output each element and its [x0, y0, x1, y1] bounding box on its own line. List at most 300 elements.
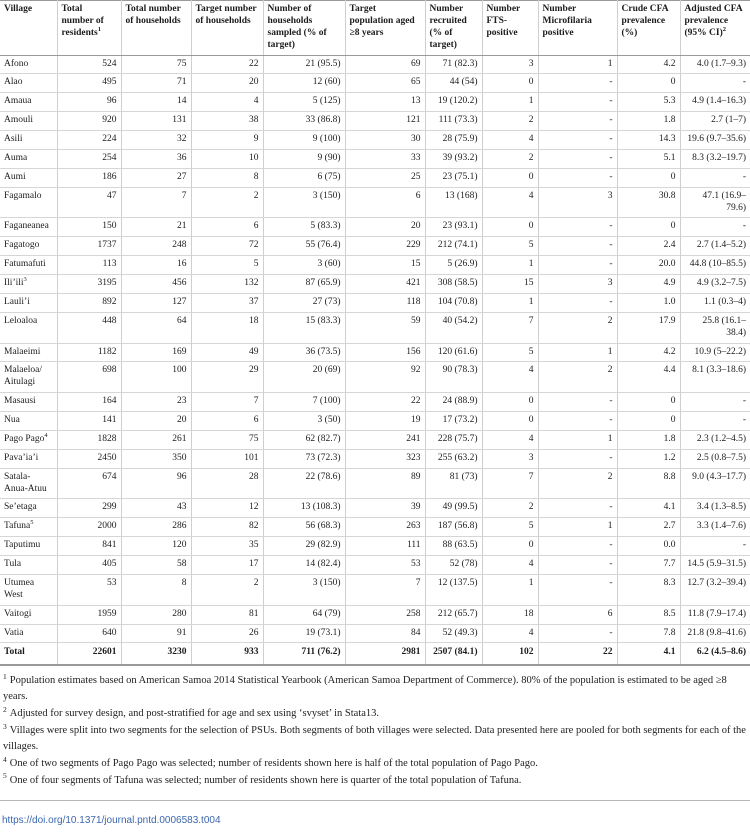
doi-link[interactable]: https://doi.org/10.1371/journal.pntd.0006583.t004	[2, 814, 221, 826]
village-cell: Ili’ili$^3$	[0, 275, 57, 294]
village-cell: Nua	[0, 412, 57, 431]
fts-cell: 2	[482, 112, 538, 131]
sampled-cell: 64 (79)	[263, 605, 345, 624]
households-cell: 64	[121, 312, 191, 343]
adjusted-cell: 3.3 (1.4–7.6)	[680, 518, 750, 537]
target_households-cell: 28	[191, 468, 263, 499]
households-cell: 8	[121, 574, 191, 605]
fts-cell: 1	[482, 93, 538, 112]
village-cell: Amouli	[0, 112, 57, 131]
target_pop-cell: 25	[345, 168, 425, 187]
adjusted-cell: 3.4 (1.3–8.5)	[680, 499, 750, 518]
crude-cell: 0	[617, 168, 680, 187]
crude-cell: 4.2	[617, 343, 680, 362]
target_households-cell: 17	[191, 556, 263, 575]
fts-cell: 0	[482, 218, 538, 237]
sampled-cell: 21 (95.5)	[263, 55, 345, 74]
mf-cell: 1	[538, 55, 617, 74]
fts-cell: 1	[482, 574, 538, 605]
crude-cell: 2.7	[617, 518, 680, 537]
households-cell: 58	[121, 556, 191, 575]
recruited-cell: 2507 (84.1)	[425, 643, 482, 665]
village-cell: Vaitogi	[0, 605, 57, 624]
recruited-cell: 23 (75.1)	[425, 168, 482, 187]
target_pop-cell: 19	[345, 412, 425, 431]
target_households-cell: 933	[191, 643, 263, 665]
adjusted-cell: 19.6 (9.7–35.6)	[680, 131, 750, 150]
footnote-marker: 2	[3, 704, 7, 714]
table-row	[0, 168, 750, 187]
fts-cell: 2	[482, 499, 538, 518]
table-row	[0, 393, 750, 412]
target_households-cell: 29	[191, 362, 263, 393]
households-cell: 350	[121, 449, 191, 468]
residents-cell: 1182	[57, 343, 121, 362]
residents-cell: 920	[57, 112, 121, 131]
sampled-cell: 13 (108.3)	[263, 499, 345, 518]
target_households-cell: 20	[191, 74, 263, 93]
village-cell: Faganeanea	[0, 218, 57, 237]
fts-cell: 1	[482, 293, 538, 312]
households-cell: 14	[121, 93, 191, 112]
residents-cell: 150	[57, 218, 121, 237]
table-row	[0, 74, 750, 93]
crude-cell: 14.3	[617, 131, 680, 150]
footnote-3	[3, 723, 747, 755]
village-cell: Se’etaga	[0, 499, 57, 518]
residents-cell: 96	[57, 93, 121, 112]
col-header-village: Village	[0, 1, 57, 56]
village-cell: Pago Pago$^4$	[0, 430, 57, 449]
adjusted-cell: -	[680, 537, 750, 556]
village-cell: Satala-Anua-Atuu	[0, 468, 57, 499]
mf-cell: -	[538, 112, 617, 131]
table-row	[0, 556, 750, 575]
adjusted-cell: 11.8 (7.9–17.4)	[680, 605, 750, 624]
recruited-cell: 52 (49.3)	[425, 624, 482, 643]
households-cell: 127	[121, 293, 191, 312]
target_households-cell: 2	[191, 574, 263, 605]
village-cell: Tula	[0, 556, 57, 575]
target_pop-cell: 121	[345, 112, 425, 131]
residents-cell: 164	[57, 393, 121, 412]
adjusted-cell: 4.0 (1.7–9.3)	[680, 55, 750, 74]
mf-cell: 22	[538, 643, 617, 665]
footnotes	[0, 666, 750, 794]
recruited-cell: 308 (58.5)	[425, 275, 482, 294]
target_households-cell: 18	[191, 312, 263, 343]
fts-cell: 0	[482, 74, 538, 93]
households-cell: 75	[121, 55, 191, 74]
fts-cell: 2	[482, 149, 538, 168]
sampled-cell: 3 (60)	[263, 256, 345, 275]
footnote-text: One of two segments of Pago Pago was selected; number of residents shown here is half of the total population of Pago Pago.	[9, 758, 538, 770]
recruited-cell: 23 (93.1)	[425, 218, 482, 237]
mf-cell: 2	[538, 362, 617, 393]
sampled-cell: 3 (150)	[263, 574, 345, 605]
recruited-cell: 39 (93.2)	[425, 149, 482, 168]
households-cell: 43	[121, 499, 191, 518]
target_households-cell: 22	[191, 55, 263, 74]
sampled-cell: 9 (100)	[263, 131, 345, 150]
fts-cell: 15	[482, 275, 538, 294]
mf-cell: 2	[538, 312, 617, 343]
households-cell: 21	[121, 218, 191, 237]
mf-cell: -	[538, 131, 617, 150]
table-row	[0, 343, 750, 362]
target_pop-cell: 263	[345, 518, 425, 537]
fts-cell: 1	[482, 256, 538, 275]
households-cell: 131	[121, 112, 191, 131]
fts-cell: 3	[482, 449, 538, 468]
target_households-cell: 38	[191, 112, 263, 131]
crude-cell: 4.1	[617, 643, 680, 665]
fts-cell: 0	[482, 412, 538, 431]
col-header-crude-cfa: Crude CFA prevalence (%)	[617, 1, 680, 56]
recruited-cell: 88 (63.5)	[425, 537, 482, 556]
fts-cell: 4	[482, 362, 538, 393]
mf-cell: -	[538, 449, 617, 468]
adjusted-cell: -	[680, 74, 750, 93]
table-body	[0, 55, 750, 665]
residents-cell: 113	[57, 256, 121, 275]
households-cell: 16	[121, 256, 191, 275]
recruited-cell: 120 (61.6)	[425, 343, 482, 362]
sampled-cell: 9 (90)	[263, 149, 345, 168]
recruited-cell: 24 (88.9)	[425, 393, 482, 412]
residents-cell: 3195	[57, 275, 121, 294]
target_households-cell: 35	[191, 537, 263, 556]
village-footnote-marker: 4	[44, 431, 48, 439]
target_households-cell: 82	[191, 518, 263, 537]
adjusted-cell: 10.9 (5–22.2)	[680, 343, 750, 362]
footnote-text: Adjusted for survey design, and post-stratified for age and sex using ‘svyset’ in Stata13.	[9, 708, 380, 720]
residents-cell: 524	[57, 55, 121, 74]
village-footnote-marker: 3	[23, 275, 27, 283]
recruited-cell: 104 (70.8)	[425, 293, 482, 312]
village-cell: Vatia	[0, 624, 57, 643]
village-cell: Fagamalo	[0, 187, 57, 218]
sampled-cell: 36 (73.5)	[263, 343, 345, 362]
sampled-cell: 5 (125)	[263, 93, 345, 112]
table-row	[0, 574, 750, 605]
footnote-marker: 5	[3, 771, 7, 781]
fts-cell: 18	[482, 605, 538, 624]
households-cell: 169	[121, 343, 191, 362]
crude-cell: 1.2	[617, 449, 680, 468]
target_households-cell: 6	[191, 218, 263, 237]
target_households-cell: 132	[191, 275, 263, 294]
residents-cell: 698	[57, 362, 121, 393]
households-cell: 20	[121, 412, 191, 431]
target_pop-cell: 59	[345, 312, 425, 343]
table-row	[0, 149, 750, 168]
target_pop-cell: 69	[345, 55, 425, 74]
adjusted-cell: 14.5 (5.9–31.5)	[680, 556, 750, 575]
recruited-cell: 187 (56.8)	[425, 518, 482, 537]
households-cell: 27	[121, 168, 191, 187]
col-header-households-sampled: Number of households sampled (% of target)	[263, 1, 345, 56]
adjusted-cell: 8.1 (3.3–18.6)	[680, 362, 750, 393]
mf-cell: -	[538, 293, 617, 312]
sampled-cell: 73 (72.3)	[263, 449, 345, 468]
sampled-cell: 15 (83.3)	[263, 312, 345, 343]
recruited-cell: 81 (73)	[425, 468, 482, 499]
residents-cell: 841	[57, 537, 121, 556]
target_households-cell: 10	[191, 149, 263, 168]
village-cell: Aumi	[0, 168, 57, 187]
doi-row	[0, 801, 750, 838]
table-row	[0, 312, 750, 343]
adjusted-cell: 12.7 (3.2–39.4)	[680, 574, 750, 605]
table-row	[0, 187, 750, 218]
footnote-text: Population estimates based on American Samoa 2014 Statistical Yearbook (American Samoa Department of Commerce). 80% of the population is estimated to be aged ≥8 years.	[3, 675, 727, 703]
mf-cell: -	[538, 256, 617, 275]
table-row	[0, 275, 750, 294]
recruited-cell: 111 (73.3)	[425, 112, 482, 131]
col-header-adjusted-cfa: Adjusted CFA prevalence (95% CI)$^2$	[680, 1, 750, 56]
village-footnote-marker: 5	[30, 519, 34, 527]
residents-cell: 224	[57, 131, 121, 150]
mf-cell: -	[538, 499, 617, 518]
crude-cell: 4.1	[617, 499, 680, 518]
adjusted-cell: -	[680, 412, 750, 431]
mf-cell: -	[538, 556, 617, 575]
fts-cell: 5	[482, 343, 538, 362]
adjusted-cell: 4.9 (3.2–7.5)	[680, 275, 750, 294]
total-row	[0, 643, 750, 665]
crude-cell: 0.0	[617, 537, 680, 556]
target_households-cell: 12	[191, 499, 263, 518]
residents-cell: 299	[57, 499, 121, 518]
crude-cell: 17.9	[617, 312, 680, 343]
col-header-target-population: Target population aged ≥8 years	[345, 1, 425, 56]
sampled-cell: 14 (82.4)	[263, 556, 345, 575]
recruited-cell: 12 (137.5)	[425, 574, 482, 605]
sampled-cell: 87 (65.9)	[263, 275, 345, 294]
residents-cell: 53	[57, 574, 121, 605]
adjusted-cell: 8.3 (3.2–19.7)	[680, 149, 750, 168]
target_pop-cell: 15	[345, 256, 425, 275]
adjusted-cell: 2.5 (0.8–7.5)	[680, 449, 750, 468]
col-header-target-households: Target number of households	[191, 1, 263, 56]
table-row	[0, 537, 750, 556]
mf-cell: -	[538, 149, 617, 168]
residents-cell: 141	[57, 412, 121, 431]
recruited-cell: 90 (78.3)	[425, 362, 482, 393]
target_pop-cell: 20	[345, 218, 425, 237]
adjusted-cell: 4.9 (1.4–16.3)	[680, 93, 750, 112]
mf-cell: -	[538, 237, 617, 256]
residents-cell: 254	[57, 149, 121, 168]
sampled-cell: 33 (86.8)	[263, 112, 345, 131]
table-row	[0, 499, 750, 518]
footnote-text: One of four segments of Tafuna was selected; number of residents shown here is quarter of the total population of Tafuna.	[9, 774, 522, 786]
mf-cell: -	[538, 393, 617, 412]
fts-cell: 102	[482, 643, 538, 665]
target_households-cell: 75	[191, 430, 263, 449]
village-cell: Malaeimi	[0, 343, 57, 362]
sampled-cell: 5 (83.3)	[263, 218, 345, 237]
households-cell: 3230	[121, 643, 191, 665]
mf-cell: -	[538, 74, 617, 93]
target_households-cell: 7	[191, 393, 263, 412]
residents-cell: 674	[57, 468, 121, 499]
col-header-households: Total number of households	[121, 1, 191, 56]
village-cell: Lauli’i	[0, 293, 57, 312]
village-cell: Amaua	[0, 93, 57, 112]
table-row	[0, 518, 750, 537]
target_pop-cell: 33	[345, 149, 425, 168]
fts-cell: 0	[482, 537, 538, 556]
crude-cell: 8.8	[617, 468, 680, 499]
village-cell: Auma	[0, 149, 57, 168]
crude-cell: 5.1	[617, 149, 680, 168]
fts-cell: 3	[482, 55, 538, 74]
mf-cell: 3	[538, 275, 617, 294]
target_pop-cell: 53	[345, 556, 425, 575]
village-cell: Malaeloa/ Aitulagi	[0, 362, 57, 393]
recruited-cell: 44 (54)	[425, 74, 482, 93]
recruited-cell: 49 (99.5)	[425, 499, 482, 518]
households-cell: 120	[121, 537, 191, 556]
residents-cell: 186	[57, 168, 121, 187]
col-header-microfilaria-positive: Number Microfilaria positive	[538, 1, 617, 56]
crude-cell: 8.3	[617, 574, 680, 605]
recruited-cell: 212 (74.1)	[425, 237, 482, 256]
table-row	[0, 55, 750, 74]
target_households-cell: 37	[191, 293, 263, 312]
target_households-cell: 49	[191, 343, 263, 362]
target_pop-cell: 2981	[345, 643, 425, 665]
target_households-cell: 72	[191, 237, 263, 256]
recruited-cell: 40 (54.2)	[425, 312, 482, 343]
residents-cell: 892	[57, 293, 121, 312]
mf-cell: -	[538, 218, 617, 237]
footnote-4	[3, 756, 747, 772]
sampled-cell: 7 (100)	[263, 393, 345, 412]
footnote-text: Villages were split into two segments for the selection of PSUs. Both segments of both villages were selected. Data presented here are pooled for both segments for each of the villages.	[3, 725, 746, 753]
crude-cell: 1.0	[617, 293, 680, 312]
households-cell: 32	[121, 131, 191, 150]
crude-cell: 7.8	[617, 624, 680, 643]
crude-cell: 4.9	[617, 275, 680, 294]
target_households-cell: 6	[191, 412, 263, 431]
households-cell: 261	[121, 430, 191, 449]
adjusted-cell: 47.1 (16.9–79.6)	[680, 187, 750, 218]
adjusted-cell: 2.7 (1.4–5.2)	[680, 237, 750, 256]
fts-cell: 0	[482, 393, 538, 412]
target_households-cell: 101	[191, 449, 263, 468]
target_pop-cell: 84	[345, 624, 425, 643]
sampled-cell: 6 (75)	[263, 168, 345, 187]
sampled-cell: 711 (76.2)	[263, 643, 345, 665]
fts-cell: 4	[482, 556, 538, 575]
adjusted-cell: 2.3 (1.2–4.5)	[680, 430, 750, 449]
adjusted-cell: -	[680, 168, 750, 187]
target_pop-cell: 30	[345, 131, 425, 150]
recruited-cell: 17 (73.2)	[425, 412, 482, 431]
crude-cell: 1.8	[617, 430, 680, 449]
table-row	[0, 237, 750, 256]
sampled-cell: 12 (60)	[263, 74, 345, 93]
target_pop-cell: 7	[345, 574, 425, 605]
crude-cell: 7.7	[617, 556, 680, 575]
adjusted-cell: 9.0 (4.3–17.7)	[680, 468, 750, 499]
crude-cell: 0	[617, 218, 680, 237]
mf-cell: -	[538, 168, 617, 187]
table-row	[0, 624, 750, 643]
col-header-recruited: Number recruited (% of target)	[425, 1, 482, 56]
residents-cell: 22601	[57, 643, 121, 665]
village-cell: Masausi	[0, 393, 57, 412]
residents-cell: 1828	[57, 430, 121, 449]
adjusted-cell: -	[680, 218, 750, 237]
target_pop-cell: 6	[345, 187, 425, 218]
recruited-cell: 28 (75.9)	[425, 131, 482, 150]
table-header	[0, 1, 750, 56]
village-cell: Taputimu	[0, 537, 57, 556]
adjusted-cell: 25.8 (16.1–38.4)	[680, 312, 750, 343]
target_pop-cell: 421	[345, 275, 425, 294]
adjusted-cell: 44.8 (10–85.5)	[680, 256, 750, 275]
mf-cell: -	[538, 93, 617, 112]
crude-cell: 1.8	[617, 112, 680, 131]
sampled-cell: 27 (73)	[263, 293, 345, 312]
recruited-cell: 212 (65.7)	[425, 605, 482, 624]
crude-cell: 0	[617, 74, 680, 93]
sampled-cell: 55 (76.4)	[263, 237, 345, 256]
households-cell: 7	[121, 187, 191, 218]
mf-cell: 2	[538, 468, 617, 499]
households-cell: 23	[121, 393, 191, 412]
target_pop-cell: 39	[345, 499, 425, 518]
recruited-cell: 71 (82.3)	[425, 55, 482, 74]
crude-cell: 8.5	[617, 605, 680, 624]
sampled-cell: 56 (68.3)	[263, 518, 345, 537]
table-row	[0, 218, 750, 237]
crude-cell: 4.4	[617, 362, 680, 393]
footnote-2	[3, 706, 747, 722]
mf-cell: 3	[538, 187, 617, 218]
mf-cell: 1	[538, 518, 617, 537]
recruited-cell: 52 (78)	[425, 556, 482, 575]
target_pop-cell: 111	[345, 537, 425, 556]
col-header-fts-positive: Number FTS-positive	[482, 1, 538, 56]
target_households-cell: 2	[191, 187, 263, 218]
table-row	[0, 362, 750, 393]
sampled-cell: 19 (73.1)	[263, 624, 345, 643]
recruited-cell: 5 (26.9)	[425, 256, 482, 275]
sampled-cell: 3 (50)	[263, 412, 345, 431]
footnote-marker: 1	[3, 671, 7, 681]
header-row	[0, 1, 750, 56]
mf-cell: 1	[538, 430, 617, 449]
adjusted-cell: 2.7 (1–7)	[680, 112, 750, 131]
sampled-cell: 62 (82.7)	[263, 430, 345, 449]
households-cell: 91	[121, 624, 191, 643]
footnote-marker: 4	[3, 754, 7, 764]
adjusted-cell: 21.8 (9.8–41.6)	[680, 624, 750, 643]
fts-cell: 4	[482, 131, 538, 150]
village-cell: Pava’ia’i	[0, 449, 57, 468]
crude-cell: 5.3	[617, 93, 680, 112]
table-row	[0, 468, 750, 499]
households-cell: 36	[121, 149, 191, 168]
target_pop-cell: 65	[345, 74, 425, 93]
table-row	[0, 293, 750, 312]
target_pop-cell: 229	[345, 237, 425, 256]
